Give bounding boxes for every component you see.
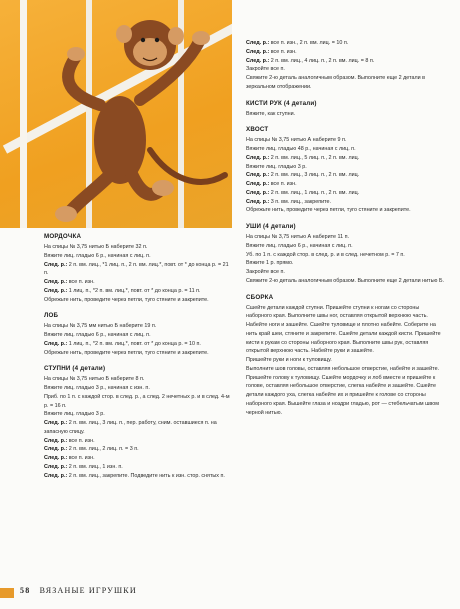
step-label: След. р.: — [44, 472, 68, 479]
section-heading: КИСТИ РУК (4 детали) — [246, 99, 317, 107]
step-label: След. р.: — [44, 420, 68, 427]
step-text: все п. изн. — [269, 181, 297, 188]
step-label: След. р.: — [44, 463, 68, 470]
instruction-paragraph: Приб. по 1 п. с каждой стор. в след. р., а след. 2 нечетных р. и в след. 4-м р. = 16 п. — [44, 393, 230, 409]
step-text: 2 п. вм. лиц., 3 лиц. п., пер. работу, сним. оставшиеся п. на запасную спицу. — [44, 420, 217, 435]
step-text: 3 п. вм. лиц., закрепите. — [269, 198, 332, 205]
publication-title: ВЯЗАНЫЕ ИГРУШКИ — [39, 586, 137, 595]
step-text: 2 п. вм. лиц., 1 изн. п. — [67, 463, 123, 470]
instruction-step — [246, 198, 446, 207]
step-label: След. р.: — [44, 455, 68, 462]
instruction-paragraph: Свяжите 2-ю деталь аналогичным образом. Выполните еще 2 детали нитью Б. — [246, 277, 444, 284]
instruction-paragraph: Уб. по 1 п. с каждой стор. в след. р. и в след. нечетном р. = 7 п. — [246, 251, 405, 258]
step-label: След. р.: — [44, 437, 68, 444]
instruction-step — [44, 437, 230, 446]
instruction-paragraph: На спицы № 3,75 нитью А наберите 9 п. — [246, 137, 347, 144]
instruction-paragraph: На спицы № 3,75 нитью А наберите 11 п. — [246, 234, 350, 241]
step-label: След. р.: — [44, 340, 68, 347]
section-heading: СБОРКА — [246, 293, 274, 301]
page-number: 58 — [20, 586, 31, 595]
step-text: 2 п. вм. лиц., закрепите. Подведите нить к изн. стор. снятых п. — [67, 472, 225, 479]
instruction-step — [44, 445, 230, 454]
instruction-step — [44, 419, 230, 437]
step-label: След. р.: — [44, 279, 68, 286]
instruction-paragraph: Вяжите, как ступни. — [246, 110, 296, 117]
instruction-step — [246, 180, 446, 189]
instruction-step — [44, 463, 230, 472]
section-heading: СТУПНИ (4 детали) — [44, 365, 106, 373]
section-heading: УШИ (4 детали) — [246, 223, 296, 231]
instruction-step — [44, 454, 230, 463]
instruction-paragraph: Выполните шов головы, оставляя небольшое отверстие, набейте и зашейте. Пришейте голову к туловищу. Сшейте мордочку и лоб вместе и пришейте к голове, оставляя небольшое отверстие, слегка набейте и зашейте. Сшейте детали каждого уха, слегка набейте их и пришейте к голове со стороны наборного края. Вышейте глаза и ноздри гладью, рот — стебельчатым швом черной нитью. — [246, 365, 440, 416]
instruction-step — [44, 472, 230, 481]
instruction-paragraph: Вяжите лиц. гладью 3 р., начиная с изн. п. — [44, 385, 150, 392]
instruction-paragraph: Вяжите лиц. гладью 6 р., начиная с лиц. п. — [246, 242, 353, 249]
step-label: След. р.: — [44, 446, 68, 453]
step-text: 1 лиц. п., *2 п. вм. лиц.*, повт. от * до конца р. = 10 п. — [67, 340, 201, 347]
instruction-step — [44, 278, 230, 287]
instruction-paragraph: Свяжите 2-ю деталь аналогичным образом. Выполните еще 2 детали в зеркальном отображении. — [246, 75, 426, 90]
instruction-paragraph: Вяжите лиц. гладью 3 р. — [44, 411, 105, 418]
step-text: все п. изн. — [67, 437, 95, 444]
step-text: 2 п. вм. лиц., 4 лиц. п., 2 п. вм. лиц. = 8 п. — [269, 57, 375, 64]
section-heading: МОРДОЧКА — [44, 233, 82, 240]
section-heading: ЛОБ — [44, 312, 59, 320]
instruction-step — [246, 39, 446, 48]
instruction-paragraph: Обрежьте нить, проведите через петли, туго стяните и закрепите. — [44, 296, 209, 303]
instruction-step — [44, 340, 230, 349]
page-footer — [20, 586, 137, 598]
step-text: 1 лиц. п., *2 п. вм. лиц.*, повт. от * до конца р. = 11 п. — [67, 287, 201, 294]
instruction-paragraph: Сшейте детали каждой ступни. Пришейте ступни к ногам со стороны наборного края. Выполните швы ног, оставляя открытой верхнюю часть. Набейте ноги и зашейте. Сшейте туловище и плотно набейте. Соберите на нить край шеи, стяните и закрепите. Сшейте детали каждой кисти. Пришейте кисти к рукам со стороны наборного края. Выполните швы рук, оставляя открытой верхнюю часть. Набейте руки и зашейте. — [246, 304, 441, 355]
instruction-paragraph: На спицы № 3,75 мм нитью Б наберите 19 п. — [44, 323, 157, 330]
instruction-paragraph: На спицы № 3,75 нитью Б наберите 8 п. — [44, 376, 145, 383]
instruction-step — [44, 261, 230, 279]
instruction-paragraph: Вяжите лиц. гладью 3 р. — [246, 163, 307, 170]
step-text: 2 п. вм. лиц., 3 лиц. п., 2 п. вм. лиц. — [269, 172, 360, 179]
instruction-step — [246, 57, 446, 66]
section-heading: ХВОСТ — [246, 126, 269, 134]
step-text: все п. изн. — [67, 455, 95, 462]
instruction-paragraph: Вяжите лиц. гладью 6 р., начиная с лиц. п. — [44, 332, 151, 339]
instruction-paragraph: На спицы № 3,75 нитью Б наберите 32 п. — [44, 244, 148, 251]
footer-corner-block — [0, 588, 14, 598]
step-label: След. р.: — [44, 261, 68, 268]
step-text: все п. изн., 2 п. вм. лиц. = 10 п. — [269, 40, 349, 46]
step-label: След. р.: — [246, 189, 270, 196]
step-text: все п. изн. — [67, 279, 95, 286]
instruction-paragraph: Обрежьте нить, проведите через петли, туго стяните и закрепите. — [246, 207, 411, 214]
instruction-paragraph: Закройте все п. — [246, 66, 285, 73]
left-column — [44, 232, 230, 480]
step-label: След. р.: — [246, 48, 270, 55]
step-text: все п. изн. — [269, 48, 297, 55]
instruction-paragraph: Вяжите лиц. гладью 48 р., начиная с лиц. п. — [246, 146, 356, 153]
step-label: След. р.: — [246, 40, 270, 46]
knitted-monkey-illustration — [0, 0, 232, 228]
step-label: След. р.: — [246, 198, 270, 205]
step-text: 2 п. вм. лиц., 1 лиц. п., 2 п. вм. лиц. — [269, 189, 360, 196]
instruction-paragraph: Пришейте руки и ноги к туловищу. — [246, 357, 332, 364]
instruction-paragraph: Обрежьте нить, проведите через петли, туго стяните и закрепите. — [44, 349, 209, 356]
step-text: 2 п. вм. лиц., *1 лиц. п., 2 п. вм. лиц.*, повт. от * до конца р. = 21 п. — [44, 261, 229, 277]
step-label: След. р.: — [246, 57, 270, 64]
instruction-paragraph: Вяжите 1 р. прямо. — [246, 260, 294, 267]
instruction-step — [246, 48, 446, 57]
step-label: След. р.: — [246, 154, 270, 161]
step-label: След. р.: — [44, 287, 68, 294]
step-text: 2 п. вм. лиц., 5 лиц. п., 2 п. вм. лиц. — [269, 154, 360, 161]
instruction-step — [246, 154, 446, 163]
step-label: След. р.: — [246, 181, 270, 188]
instruction-step — [246, 171, 446, 180]
instruction-step — [246, 189, 446, 198]
monkey-photo — [0, 0, 232, 228]
step-label: След. р.: — [246, 172, 270, 179]
instruction-paragraph: Вяжите лиц. гладью 6 р., начиная с лиц. п. — [44, 252, 151, 259]
right-column — [246, 39, 446, 417]
step-text: 2 п. вм. лиц., 2 лиц. п. = 3 п. — [67, 446, 139, 453]
instruction-step — [44, 287, 230, 296]
instruction-paragraph: Закройте все п. — [246, 269, 285, 276]
